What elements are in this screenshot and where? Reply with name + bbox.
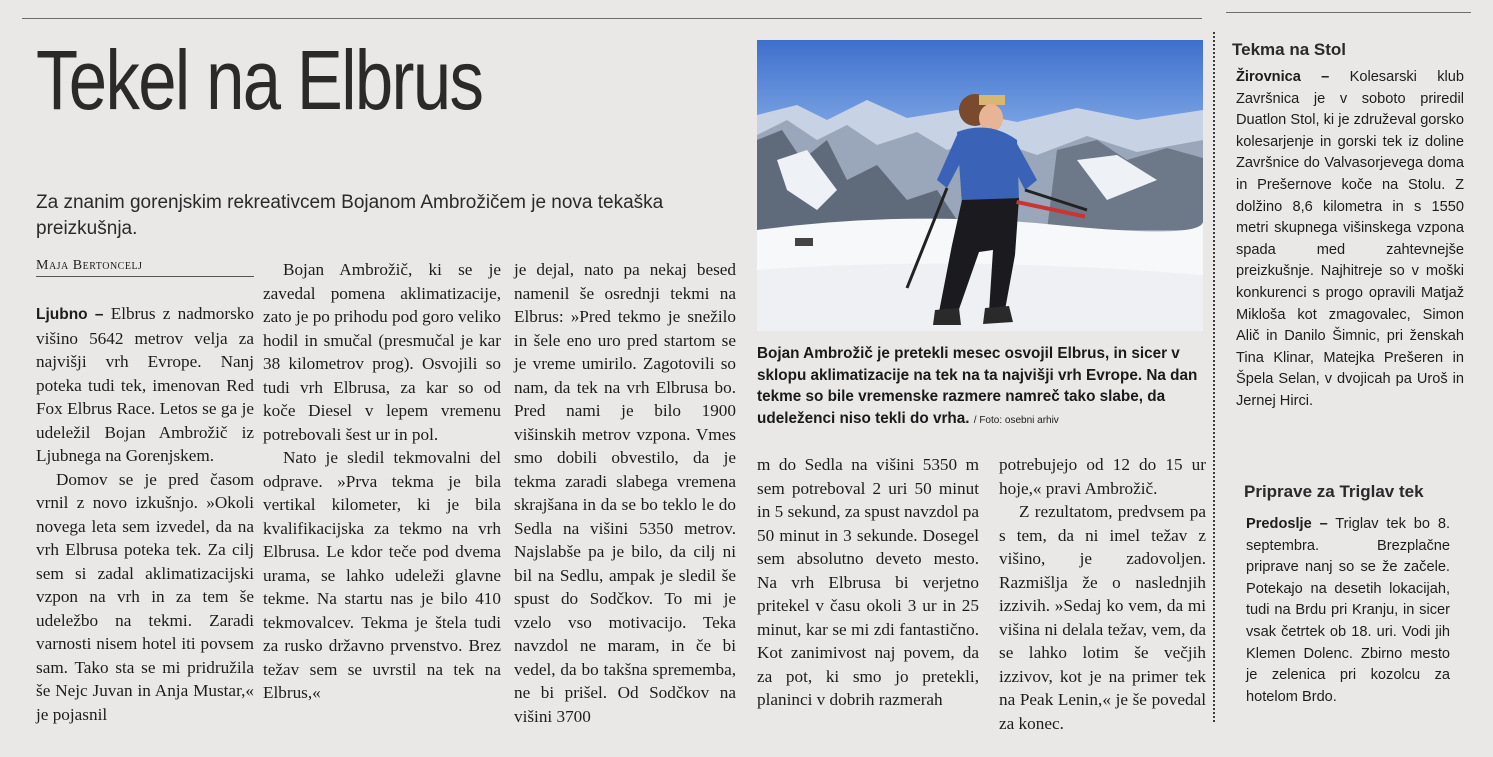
sidebar-story-2-text: [1246, 514, 1450, 708]
dateline: Ljubno –: [36, 306, 104, 323]
mountain-runner-photo: [757, 40, 1203, 331]
top-rule: [22, 18, 1202, 19]
paragraph: Bojan Ambrožič, ki se je zavedal pomena aklimatizacije, zato je po prihodu pod goro veliko hodil in smučal (presmučal je kar 38 kilometrov prog). Osvojili so tudi vrh Elbrusa, za kar so od koče Diesel v lepem vremenu potrebovali šest ur in pol.: [263, 260, 501, 444]
paragraph: Nato je sledil tekmovalni del odprave. »Prva tekma je bila vertikal kilometer, ki je bila kvalifikacijska za tekmo na vrh Elbrusa. Le kdor teče pod dvema urama, se lahko udeleži glavne tekme. Na startu nas je bilo 410 tekmovalcev. Tekma je štela tudi za rusko državno prvenstvo. Brez težav sem se uvrstil na tek na Elbrus,«: [263, 448, 501, 702]
paragraph: je dejal, nato pa nekaj besed namenil še osrednji tekmi na Elbrus: »Pred tekmo je snežilo in šele eno uro pred startom se je vreme umirilo. Zagotovili so nam, da tek na vrh Elbrusa bo. Pred nami je bilo 1900 višinskih metrov vzpona. Vmes smo dobili obvestilo, da je tekma zaradi slabega vremena skrajšana in da se bo teklo le do Sedla na višini 5350 metrov. Najslabše pa je bilo, da cilj ni bil na Sedlu, ampak je sledil še spust do Sodčkov. To mi je vzelo vso motivacijo. Teka navzdol ne maram, in če bi vedel, da bo takšna sprememba, ne bi prišel. Od Sodčkov na višini 3700: [514, 260, 736, 726]
article-column-4: [757, 453, 979, 712]
photo-caption: [757, 343, 1205, 431]
article-column-1: [36, 302, 254, 726]
sidebar-story-2-title: Priprave za Triglav tek: [1244, 482, 1424, 501]
paragraph: Z rezultatom, predvsem pa s tem, da ni imel težav z višino, je zadovoljen. Razmišlja že o naslednjih izzivih. »Sedaj ko vem, da mi višina ni delala težav, vem, da se lahko lotim še večjih izzivov, kot je na primer tek na Peak Lenin,« je še povedal za konec.: [999, 502, 1206, 733]
headline: Tekel na Elbrus: [36, 33, 483, 127]
article-column-2: [263, 258, 501, 705]
article-photo: [757, 40, 1203, 331]
byline-rule: [36, 276, 254, 277]
paragraph: Domov se je pred časom vrnil z novo izkušnjo. »Okoli novega leta sem izvedel, da na vrh Elbrusa poteka tek. Za cilj sem si zadal aklimatizacijski vzpon na vrh in za tem še udeležbo na tekmi. Zaradi varnosti nisem hotel iti povsem sam. Tako sta se mi pridružila še Nejc Juvan in Anja Mustar,« je pojasnil: [36, 469, 254, 724]
dateline: Žirovnica –: [1236, 69, 1330, 85]
sidebar-story-1-title: Tekma na Stol: [1232, 40, 1346, 59]
paragraph: potrebujejo od 12 do 15 ur hoje,« pravi Ambrožič.: [999, 455, 1206, 498]
sidebar-story-2-body: Triglav tek bo 8. septembra. Brezplačne priprave nanj so se že začele. Potekajo na desetih lokacijah, tudi na Brdu pri Kranju, in sicer vsak četrtek ob 18. uri. Vodi jih Klemen Dolenc. Zbirno mesto je zelenica pri kozolcu za hotelom Brdo.: [1246, 516, 1450, 705]
paragraph: [36, 302, 254, 468]
article-column-3: [514, 258, 736, 728]
dateline: Predoslje –: [1246, 516, 1328, 532]
lead-paragraph: Za znanim gorenjskim rekreativcem Bojanom Ambrožičem je nova tekaška preizkušnja.: [36, 192, 664, 239]
caption-text: Bojan Ambrožič je pretekli mesec osvojil Elbrus, in sicer v sklopu aklimatizacije na tek na ta najvišji vrh Evrope. Na dan tekme so bile vremenske razmere namreč tako slabe, da udeleženci niso tekli do vrha.: [757, 345, 1198, 427]
sidebar-story-1-text: [1236, 67, 1464, 413]
article-column-5: [999, 453, 1206, 735]
paragraph: m do Sedla na višini 5350 m sem potreboval 2 uri 50 minut in 5 sekund, za spust navzdol pa 50 minut in 3 sekunde. Dosegel sem absolutno deveto mesto. Na vrh Elbrusa bi verjetno pritekel v času okoli 3 ur in 25 minut, kar se mi zdi fantastično. Kot zanimivost naj povem, da za pot, ki smo jo pretekli, planinci v dobrih razmerah: [757, 455, 979, 709]
sidebar-story-1-body: Kolesarski klub Završnica je v soboto priredil Duatlon Stol, ki je združeval gorsko kolesarjenje in gorski tek iz doline Završnice do Valvasorjevega doma in Prešernove koče na Stolu. Z dolžino 8,6 kilometra in s 1550 metri skupnega višinskega vzpona spada med zahtevnejše preizkušnje. Najhitreje so v moški konkurenci s progo opravili Matjaž Mikloša kot zmagovalec, Simon Alič in Danilo Šimnic, pri ženskah Tina Klinar, Matejka Prešeren in Špela Selan, v dvojicah pa Uroš in Jernej Hirci.: [1236, 69, 1464, 409]
sidebar-top-rule: [1226, 12, 1471, 13]
byline: Maja Bertoncelj: [36, 258, 143, 273]
photo-credit: / Foto: osebni arhiv: [973, 414, 1059, 426]
sidebar-divider: [1213, 32, 1215, 722]
paragraph-text: Elbrus z nadmorsko višino 5642 metrov velja za najvišji vrh Evrope. Nanj poteka tudi tek, imenovan Red Fox Elbrus Race. Letos se ga je udeležil Bojan Ambrožič iz Ljubnega na Gorenjskem.: [36, 304, 254, 465]
